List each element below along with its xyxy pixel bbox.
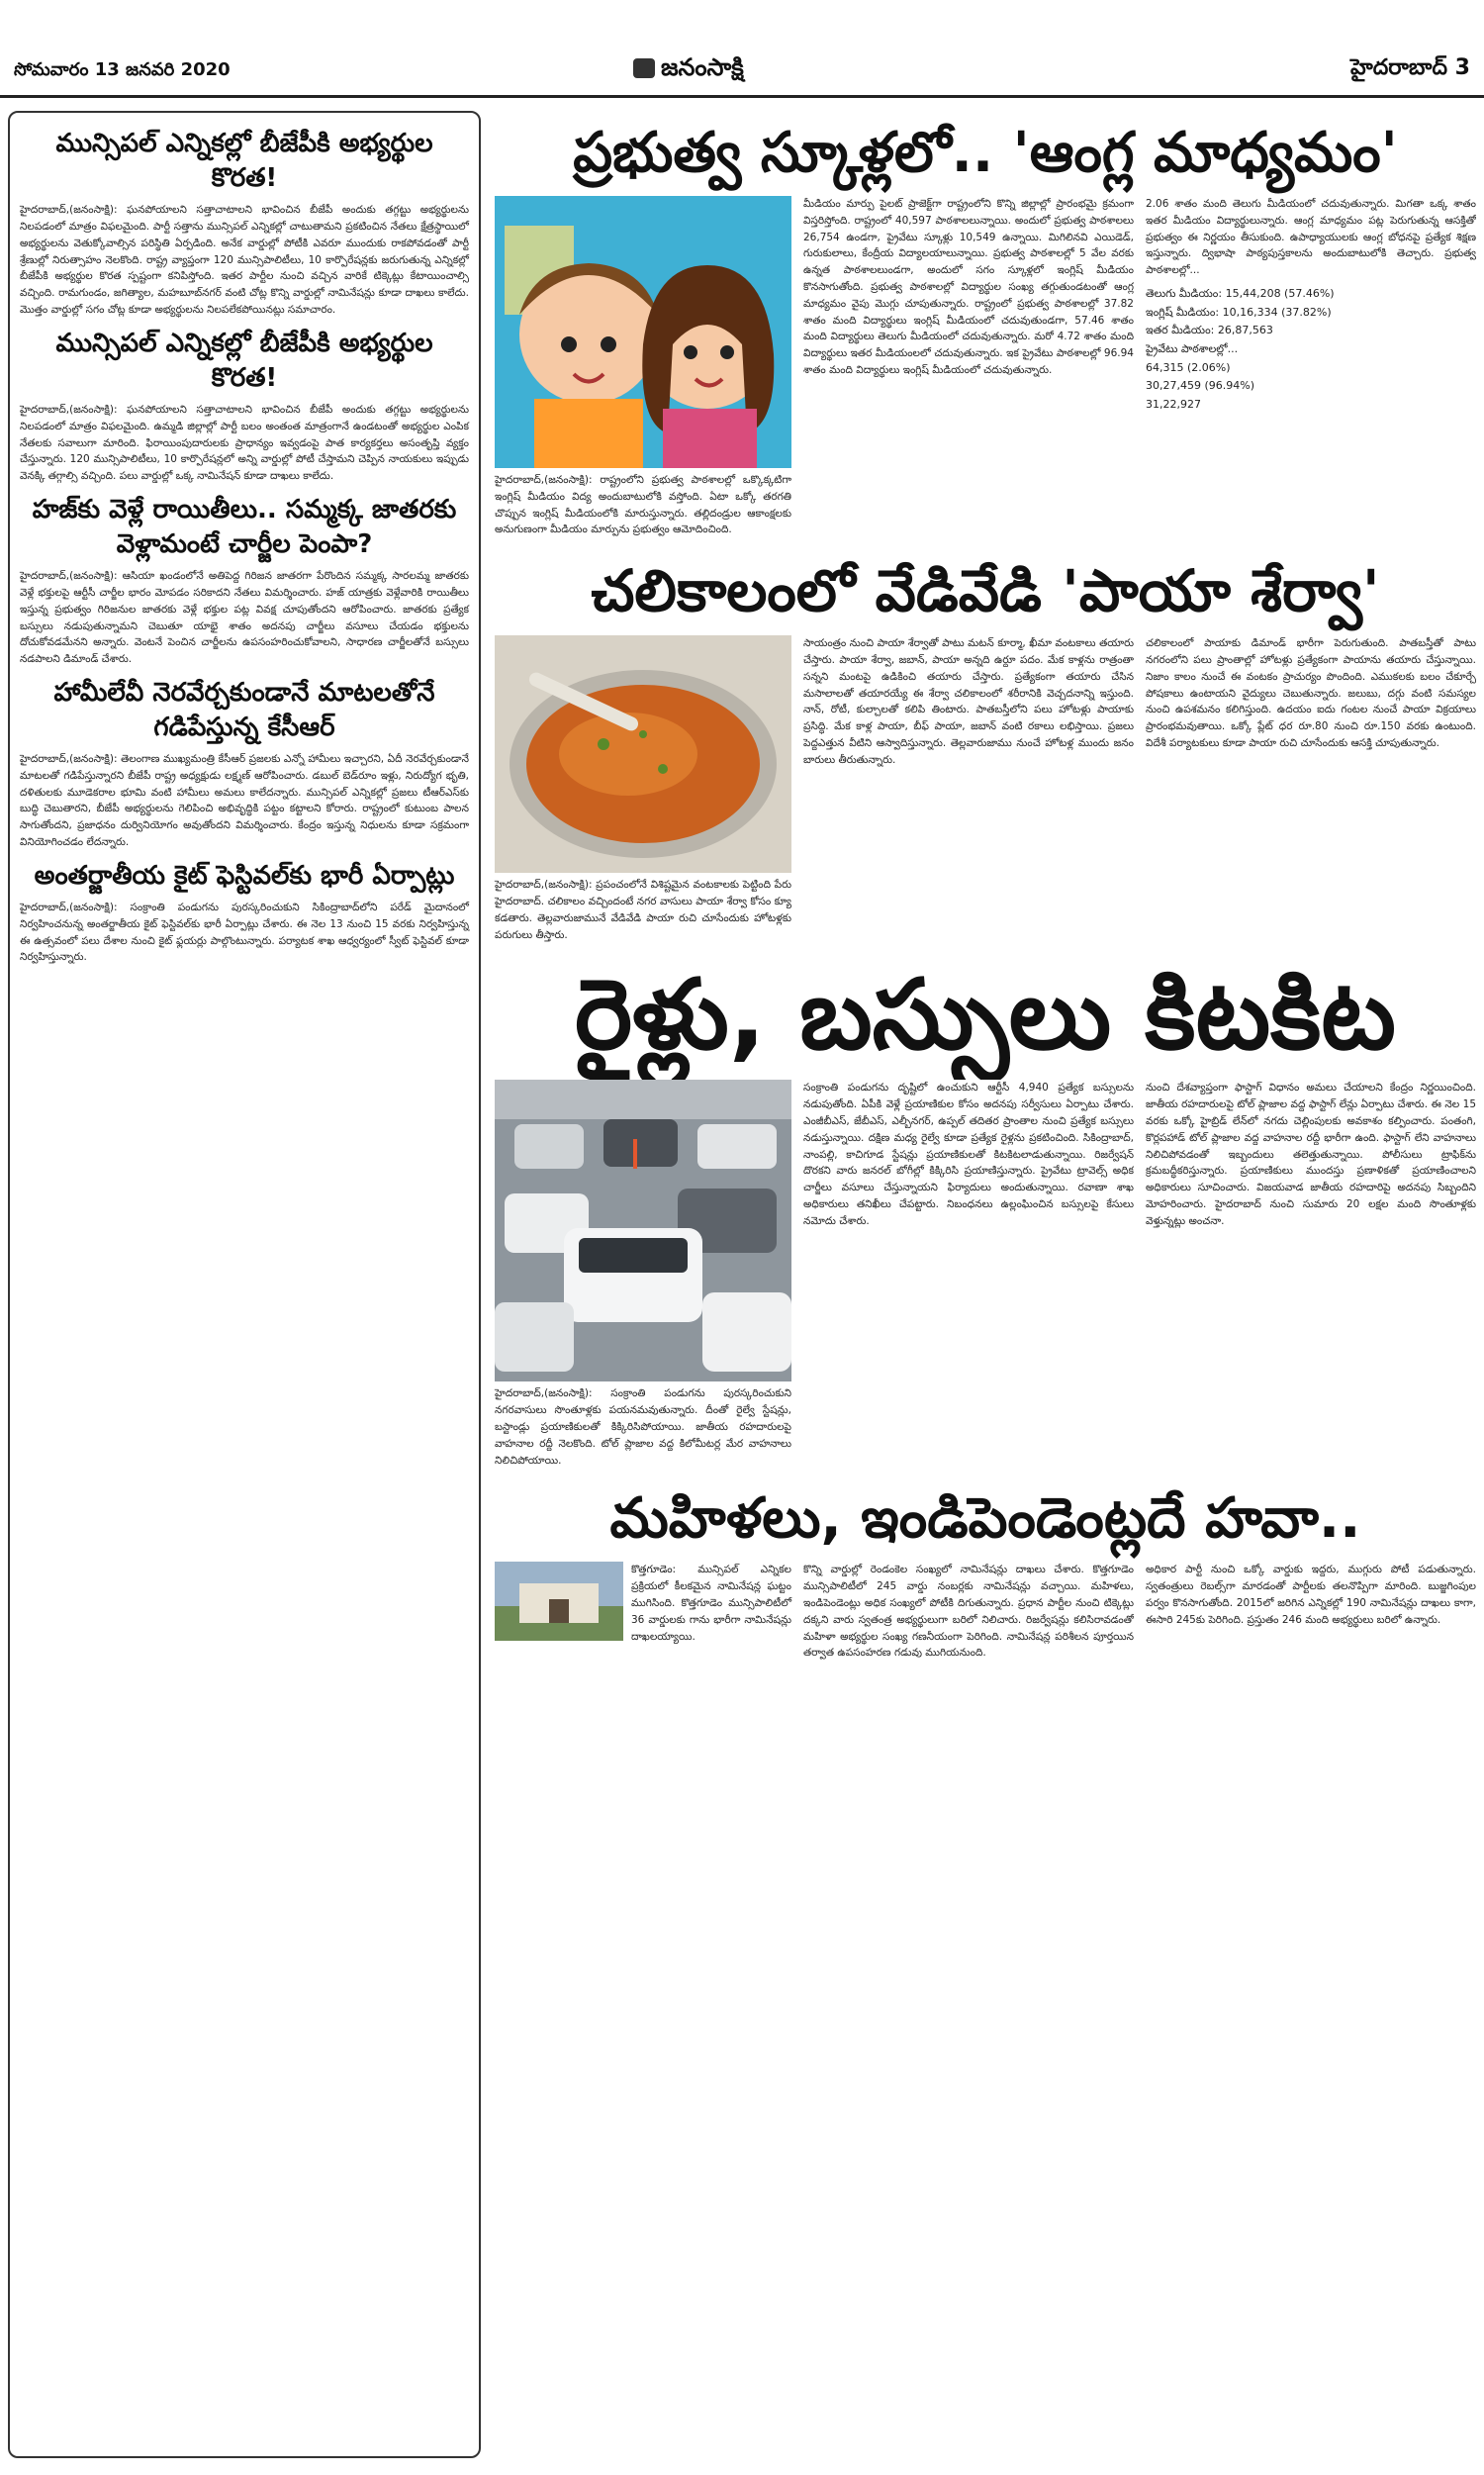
photo-caption: హైదరాబాద్,(జనంసాక్షి): సంక్రాంతి పండుగను పురస్కరించుకుని నగరవాసులు సొంతూళ్లకు పయనమవుతున్నారు. దీంతో రైల్వే స్టేషన్లు, బస్టాండ్లు ప్రయాణికులతో కిక్కిరిసిపోయాయి. జాతీయ రహదారులపై వాహనాల రద్దీ నెలకొంది. టోల్ ప్లాజాల వద్ద కిలోమీటర్ల మేర వాహనాలు నిలిచిపోయాయి. (495, 1387, 791, 1467)
office-illustration (495, 1562, 623, 1641)
article-body: హైదరాబాద్,(జనంసాక్షి): సంక్రాంతి పండుగను పురస్కరించుకుని సికింద్రాబాద్‌లోని పరేడ్ మైదానంలో నిర్వహించనున్న అంతర్జాతీయ కైట్ ఫెస్టివల్‌కు భారీ ఏర్పాట్లు చేశారు. ఈ నెల 13 నుంచి 15 వరకు నిర్వహిస్తున్న ఈ ఉత్సవంలో పలు దేశాల నుంచి కైట్ ఫ్లయర్లు పాల్గొంటున్నారు. పర్యాటక శాఖ ఆధ్వర్యంలో స్వీట్ ఫెస్టివల్ కూడా నిర్వహిస్తున్నారు. (20, 901, 469, 964)
traffic-photo (495, 1080, 791, 1381)
story-headline: చలికాలంలో వేడివేడి 'పాయా శేర్వా' (591, 557, 1380, 625)
story-women-independents (495, 1476, 1476, 1662)
story-headline: ప్రభుత్వ స్కూళ్లలో.. 'ఆంగ్ల మాధ్యమం' (573, 121, 1398, 185)
story-trains-buses (495, 951, 1476, 1469)
stat-line: 30,27,459 (96.94%) (1146, 379, 1255, 393)
stat-line: తెలుగు మీడియం: 15,44,208 (57.46%) (1146, 286, 1335, 300)
page-label: హైదరాబాద్ 3 (1350, 55, 1470, 80)
bowl-illustration (495, 635, 791, 873)
newspaper-logo (633, 53, 744, 87)
photo-block (495, 635, 791, 943)
article-headline: మున్సిపల్ ఎన్నికల్లో బీజేపీకి అభ్యర్థుల కొరత! (55, 328, 433, 393)
article-headline: హజ్‌కు వెళ్లే రాయితీలు.. సమ్మక్క జాతరకు వెళ్లామంటే చార్జీల పెంపా? (32, 494, 457, 560)
traffic-illustration (495, 1080, 791, 1381)
stat-line: 31,22,927 (1146, 398, 1201, 412)
cartoon-illustration (495, 196, 791, 468)
article-headline: మున్సిపల్ ఎన్నికల్లో బీజేపీకి అభ్యర్థుల కొరత! (55, 129, 433, 194)
story-paya-sherva (495, 546, 1476, 943)
stat-line: 64,315 (2.06%) (1146, 360, 1231, 374)
article-body: హైదరాబాద్,(జనంసాక్షి): తెలంగాణ ముఖ్యమంత్రి కేసీఆర్ ప్రజలకు ఎన్నో హామీలు ఇచ్చారని, ఏదీ నెరవేర్చకుండానే మాటలతో గడిపేస్తున్నారని బీజేపీ రాష్ట్ర అధ్యక్షుడు లక్ష్మణ్ ఆరోపించారు. డబుల్ బెడ్‌రూం ఇళ్లు, నిరుద్యోగ భృతి, దళితులకు మూడెకరాల భూమి వంటి హామీలు అమలు కాలేదన్నారు. మున్సిపల్ ఎన్నికల్లో ప్రజలు టీఆర్ఎస్‌కు బుద్ధి చెబుతారని, బీజేపీ అభ్యర్థులను గెలిపించి అభివృద్ధికి పట్టం కట్టాలని కోరారు. రాష్ట్రంలో కుటుంబ పాలన సాగుతోందని, ప్రజాధనం దుర్వినియోగం అవుతోందని విమర్శించారు. కేంద్రం ఇస్తున్న నిధులను కూడా సక్రమంగా వినియోగించడం లేదన్నారు. (20, 753, 469, 849)
photo-block (495, 196, 791, 538)
story-column: అధికార పార్టీ నుంచి ఒక్కో వార్డుకు ఇద్దరు, ముగ్గురు పోటీ పడుతున్నారు. స్వతంత్రులు రెబల్స్‌గా మారడంతో పార్టీలకు తలనొప్పిగా మారింది. బుజ్జగింపుల పర్వం కొనసాగుతోంది. 2015లో జరిగిన ఎన్నికల్లో 190 నామినేషన్లు దాఖలు కాగా, ఈసారి 245కు పెరిగింది. ప్రస్తుతం 246 మంది అభ్యర్థులు బరిలో ఉన్నారు. (1146, 1564, 1476, 1626)
story-column: కొన్ని వార్డుల్లో రెండంకెల సంఖ్యలో నామినేషన్లు దాఖలు చేశారు. కొత్తగూడెం మున్సిపాలిటీలో 245 వార్డు నంబర్లకు నామినేషన్లు వచ్చాయి. మహిళలు, ఇండిపెండెంట్లు అధిక సంఖ్యలో పోటీకి దిగుతున్నారు. ప్రధాన పార్టీల నుంచి టిక్కెట్లు దక్కని వారు స్వతంత్ర అభ్యర్థులుగా బరిలో నిలిచారు. రిజర్వేషన్లు కలిసిరావడంతో మహిళా అభ్యర్థుల సంఖ్య గణనీయంగా పెరిగింది. నామినేషన్ల పరిశీలన పూర్తయిన తర్వాత ఉపసంహరణ గడువు ముగియనుంది. (803, 1564, 1134, 1660)
photo-caption: హైదరాబాద్,(జనంసాక్షి): ప్రపంచంలోనే విశిష్టమైన వంటకాలకు పెట్టింది పేరు హైదరాబాద్. చలికాలం వచ్చిందంటే నగర వాసులు పాయా శేర్వా కోసం క్యూ కడతారు. తెల్లవారుజామునే వేడివేడి పాయా రుచి చూసేందుకు హోటళ్లకు పరుగులు తీస్తారు. (495, 879, 791, 941)
paya-bowl-photo (495, 635, 791, 873)
stat-line: ప్రైవేటు పాఠశాలల్లో... (1146, 342, 1239, 356)
students-cartoon-photo (495, 196, 791, 468)
story-column: సాయంత్రం నుంచి పాయా శేర్వాతో పాటు మటన్ కూర్మా, ఖీమా వంటకాలు తయారు చేస్తారు. పాయా శేర్వా, జబాన్, పాయా అన్నది ఉర్దూ పదం. మేక కాళ్లను రాత్రంతా సన్నని మంటపై ఉడికించి తయారు చేస్తారు. ప్రత్యేకంగా తయారు చేసిన మసాలాలతో తయారయ్యే ఈ శేర్వా చలికాలంలో శరీరానికి వెచ్చదనాన్ని ఇస్తుంది. నాన్, రోటీ, కుల్చాలతో కలిపి తింటారు. పాతబస్తీలోని పలు హోటళ్లు పాయాకు ప్రసిద్ధి. మేక కాళ్ల పాయా, బీఫ్ పాయా, జబాన్ వంటి రకాలు లభిస్తాయి. ప్రజలు పెద్దఎత్తున వీటిని ఆస్వాదిస్తున్నారు. తెల్లవారుజాము నుంచే హోటళ్ల ముందు జనం బారులు తీరుతున్నారు. (803, 637, 1134, 766)
issue-date: సోమవారం 13 జనవరి 2020 (14, 59, 231, 80)
story-text: 2.06 శాతం మంది తెలుగు మీడియంలో చదువుతున్నారు. మిగతా ఒక్క శాతం ఇతర మీడియం విద్యార్థులున్నారు. ఆంగ్ల మాధ్యమం పట్ల పెరుగుతున్న ఆసక్తితో ప్రభుత్వం ఈ నిర్ణయం తీసుకుంది. ఉపాధ్యాయులకు ఆంగ్ల బోధనపై ప్రత్యేక శిక్షణ ఇస్తున్నారు. ద్విభాషా పాఠ్యపుస్తకాలను అందుబాటులోకి తెచ్చారు. ప్రభుత్వ పాఠశాలల్లో... (1146, 198, 1476, 277)
photo-block (495, 1080, 791, 1469)
story-headline: మహిళలు, ఇండిపెండెంట్లదే హవా.. (609, 1486, 1361, 1552)
story-column: నుంచి దేశవ్యాప్తంగా ఫాస్టాగ్ విధానం అమలు చేయాలని కేంద్రం నిర్ణయించింది. జాతీయ రహదారులపై టోల్ ప్లాజాల వద్ద ఫాస్టాగ్ లేన్లు ఏర్పాటు చేశారు. ఈ నెల 15 వరకు ఒక్కో హైబ్రిడ్ లేన్‌లో నగదు చెల్లింపులకు అవకాశం కల్పించారు. పంతంగి, కొర్లపహాడ్ టోల్ ప్లాజాల వద్ద వాహనాల రద్దీ భారీగా ఉంది. ఫాస్టాగ్ లేని వాహనాలు నిలిచిపోవడంతో ఇబ్బందులు తలెత్తుతున్నాయి. పోలీసులు ట్రాఫిక్‌ను క్రమబద్ధీకరిస్తున్నారు. ప్రయాణికులు ముందస్తు ప్రణాళికతో ప్రయాణించాలని అధికారులు సూచించారు. విజయవాడ జాతీయ రహదారిపై అదనపు సిబ్బందిని మోహరించారు. హైదరాబాద్ నుంచి సుమారు 20 లక్షల మంది సొంతూళ్లకు వెళ్తున్నట్లు అంచనా. (1146, 1082, 1476, 1227)
stat-line: ఇతర మీడియం: 26,87,563 (1146, 324, 1273, 337)
article-headline: అంతర్జాతీయ కైట్ ఫెస్టివల్‌కు భారీ ఏర్పాట్లు (34, 860, 455, 891)
stats-list (1146, 285, 1476, 415)
stat-line: ఇంగ్లిష్ మీడియం: 10,16,334 (37.82%) (1146, 305, 1332, 319)
logo-icon (633, 58, 655, 78)
story-column: సంక్రాంతి పండుగను దృష్టిలో ఉంచుకుని ఆర్టీసీ 4,940 ప్రత్యేక బస్సులను నడుపుతోంది. ఏపీకి వెళ్లే ప్రయాణికుల కోసం అదనపు సర్వీసులు ఏర్పాటు చేశారు. ఎంజీబీఎస్, జేబీఎస్, ఎల్బీనగర్, ఉప్పల్ తదితర ప్రాంతాల నుంచి ప్రత్యేక బస్సులు నడుస్తున్నాయి. దక్షిణ మధ్య రైల్వే కూడా ప్రత్యేక రైళ్లను ప్రకటించింది. సికింద్రాబాద్, నాంపల్లి, కాచిగూడ స్టేషన్లు ప్రయాణికులతో కిటకిటలాడుతున్నాయి. రిజర్వేషన్ దొరకని వారు జనరల్ బోగీల్లో కిక్కిరిసి ప్రయాణిస్తున్నారు. ప్రైవేటు ట్రావెల్స్ అధిక చార్జీలు వసూలు చేస్తున్నాయని ఫిర్యాదులు అందుతున్నాయి. రవాణా శాఖ అధికారులు తనిఖీలు చేపట్టారు. నిబంధనలు ఉల్లంఘించిన బస్సులపై కేసులు నమోదు చేశారు. (803, 1082, 1134, 1227)
story-column: చలికాలంలో పాయాకు డిమాండ్ భారీగా పెరుగుతుంది. పాతబస్తీతో పాటు నగరంలోని పలు ప్రాంతాల్లో హోటళ్లు ప్రత్యేకంగా పాయాను తయారు చేస్తున్నాయి. నిజాం కాలం నుంచే ఈ వంటకం ప్రాచుర్యం పొందింది. ఎముకలకు బలం చేకూర్చే పోషకాలు ఉంటాయని వైద్యులు చెబుతున్నారు. జలుబు, దగ్గు వంటి సమస్యల నుంచి ఉపశమనం కలిగిస్తుంది. ఉదయం ఐదు గంటల నుంచే పాయా విక్రయాలు ప్రారంభమవుతాయి. ఒక్కో ప్లేట్ ధర రూ.80 నుంచి రూ.150 వరకు ఉంటుంది. విదేశీ పర్యాటకులు కూడా పాయా రుచి చూసేందుకు ఆసక్తి చూపుతున్నారు. (1146, 637, 1476, 749)
article-body: హైదరాబాద్,(జనంసాక్షి): ఘనపోయాలని సత్తాచాటాలని భావించిన బీజేపీ అందుకు తగ్గట్టు అభ్యర్థులను నిలపడంలో మాత్రం విఫలమైంది. పార్టీ సత్తాను మున్సిపల్ ఎన్నికల్లో చాటుతామని ప్రకటించిన నేతలు క్షేత్రస్థాయిలో అభ్యర్థులను వెతుక్కోవాల్సిన పరిస్థితి ఏర్పడింది. అనేక వార్డుల్లో పోటీకి ఎవరూ ముందుకు రాకపోవడంతో పార్టీ శ్రేణుల్లో నిరుత్సాహం నెలకొంది. రాష్ట్ర వ్యాప్తంగా 120 మున్సిపాలిటీలు, 10 కార్పొరేషన్లకు జరుగుతున్న ఎన్నికల్లో బీజేపీకి అభ్యర్థుల కొరత స్పష్టంగా కనిపిస్తోంది. ఇతర పార్టీల నుంచి వచ్చిన వారికే టిక్కెట్లు కేటాయించాల్సి వచ్చింది. రామగుండం, జగిత్యాల, మహబూబ్‌నగర్ వంటి చోట్ల కొన్ని వార్డుల్లో నామినేషన్లు కూడా దాఖలు కాలేదు. మొత్తం వార్డుల్లో సగం చోట్ల కూడా అభ్యర్థులను నిలపలేకపోయినట్లు సమాచారం. (20, 204, 469, 316)
photo-caption: కొత్తగూడెం: మున్సిపల్ ఎన్నికల ప్రక్రియలో కీలకమైన నామినేషన్ల ఘట్టం ముగిసింది. కొత్తగూడెం మున్సిపాలిటీలో 36 వార్డులకు గాను భారీగా నామినేషన్లు దాఖలయ్యాయి. (631, 1564, 791, 1643)
story-column: మీడియం మార్పు పైలట్ ప్రాజెక్ట్‌గా రాష్ట్రంలోని కొన్ని జిల్లాల్లో ప్రారంభమై క్రమంగా విస్తరిస్తోంది. రాష్ట్రంలో 40,597 పాఠశాలలున్నాయి. అందులో ప్రభుత్వ పాఠశాలలు 26,754 ఉండగా, ప్రైవేటు స్కూళ్లు 10,549 ఉన్నాయి. మిగిలినవి ఎయిడెడ్, గురుకులాలు, కేంద్రీయ విద్యాలయాలున్నాయి. ప్రభుత్వ పాఠశాలల్లో 5 వేల వరకు ఉన్నత పాఠశాలలుండగా, అందులో సగం స్కూళ్లలో ఇంగ్లిష్ మీడియం కొనసాగుతోంది. ప్రభుత్వ పాఠశాలల్లో విద్యార్థుల సంఖ్య తగ్గుతుండటంతో ఆంగ్ల మాధ్యమం వైపు మొగ్గు చూపుతున్నారు. రాష్ట్రంలో ప్రభుత్వ పాఠశాలల్లో 37.82 శాతం మంది విద్యార్థులు ఇంగ్లిష్ మీడియంలో చదువుతుండగా, 57.46 శాతం మంది విద్యార్థులు తెలుగు మీడియంలో చదువుతున్నారు. మరో 4.72 శాతం మంది విద్యార్థులు ఇతర మీడియంలలో చదువుతున్నారు. ఇక ప్రైవేటు పాఠశాలల్లో 96.94 శాతం మంది విద్యార్థులు ఇంగ్లిష్ మీడియంలో చదువుతున్నారు. (803, 198, 1134, 376)
left-column (8, 111, 481, 2458)
article-body: హైదరాబాద్,(జనంసాక్షి): ఘనపోయాలని సత్తాచాటాలని భావించిన బీజేపీ అందుకు తగ్గట్టు అభ్యర్థులను నిలపడంలో మాత్రం విఫలమైంది. ఉమ్మడి జిల్లాల్లో పార్టీ బలం అంతంత మాత్రంగానే ఉండటంతో అభ్యర్థుల ఎంపిక నేతలకు సవాలుగా మారింది. ఫిరాయింపుదారులకు ప్రాధాన్యం ఇవ్వడంపై పాత కార్యకర్తలు అసంతృప్తి వ్యక్తం చేస్తున్నారు. 120 మున్సిపాలిటీలు, 10 కార్పొరేషన్లలో అన్ని వార్డుల్లో పోటీ చేస్తామని చెప్పిన నాయకులు ఇప్పుడు వెనక్కి తగ్గాల్సి వచ్చింది. పలు వార్డుల్లో ఒక్క నామినేషన్ కూడా దాఖలు కాలేదు. (20, 403, 469, 483)
photo-caption: హైదరాబాద్,(జనంసాక్షి): రాష్ట్రంలోని ప్రభుత్వ పాఠశాలల్లో ఒక్కొక్కటిగా ఇంగ్లిష్ మీడియం విద్య అందుబాటులోకి వస్తోంది. ఏటా ఒక్కో తరగతి చొప్పున ఇంగ్లిష్ మీడియంలోకి మారుస్తున్నారు. తల్లిదండ్రుల ఆకాంక్షలకు అనుగుణంగా మీడియం మార్పును ప్రభుత్వం ఆమోదించింది. (495, 474, 791, 536)
masthead (0, 0, 1484, 98)
article-body: హైదరాబాద్,(జనంసాక్షి): ఆసియా ఖండంలోనే అతిపెద్ద గిరిజన జాతరగా పేరొందిన సమ్మక్క సారలమ్మ జాతరకు వెళ్లే భక్తులపై ఆర్టీసీ చార్జీల భారం మోపడం సరికాదని నేతలు విమర్శించారు. హజ్ యాత్రకు వెళ్లేవారికి రాయితీలు ఇస్తున్న ప్రభుత్వం గిరిజనుల జాతరకు వెళ్లే భక్తుల పట్ల వివక్ష చూపుతోందని ఆరోపించారు. జాతరకు ప్రత్యేక బస్సులు నడుపుతున్నామని చెబుతూ యాభై శాతం అదనపు చార్జీలు వసూలు చేయడం భక్తులను దోచుకోవడమేనని అన్నారు. వెంటనే పెంచిన చార్జీలను ఉపసంహరించుకోవాలని, సాధారణ చార్జీలతోనే బస్సులు నడపాలని డిమాండ్ చేశారు. (20, 570, 469, 666)
municipal-office-photo (495, 1562, 623, 1641)
story-headline: రైళ్లు, బస్సులు కిటకిట (575, 959, 1396, 1073)
article-headline: హామీలేవీ నెరవేర్చకుండానే మాటలతోనే గడిపేస్తున్న కేసీఆర్ (53, 677, 435, 742)
story-english-medium (495, 111, 1476, 538)
main-area (495, 111, 1476, 1669)
newspaper-name: జనంసాక్షి (661, 53, 744, 81)
photo-block (495, 1562, 791, 1662)
story-column (1146, 196, 1476, 538)
